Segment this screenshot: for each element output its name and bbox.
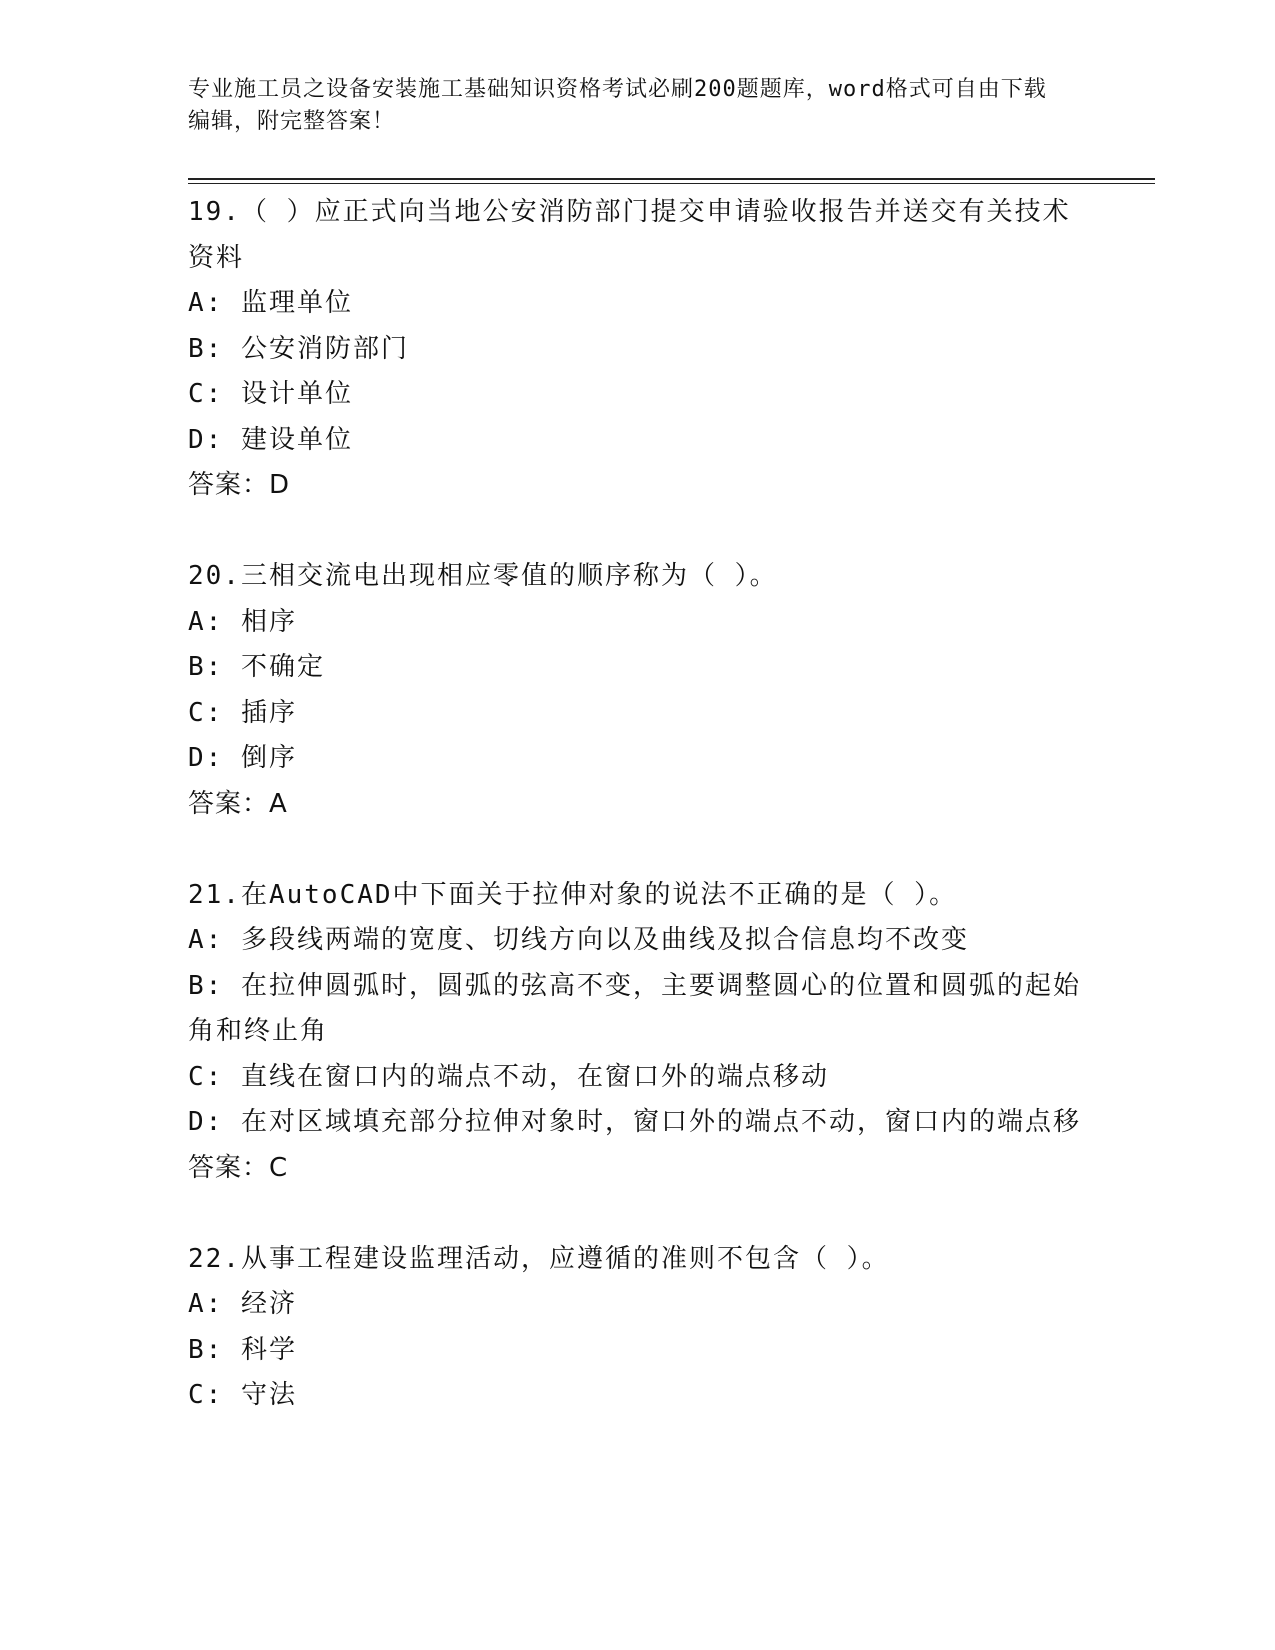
option-b: B: 不确定: [188, 652, 325, 682]
option-d: D: 倒序: [188, 743, 297, 773]
option-c: C: 设计单位: [188, 379, 353, 409]
document-header: 专业施工员之设备安装施工基础知识资格考试必刷200题题库，word格式可自由下载编辑，附完整答案！: [188, 77, 1047, 134]
question-stem: 21.在AutoCAD中下面关于拉伸对象的说法不正确的是（ ）。: [188, 879, 958, 910]
header-divider-thin: [188, 183, 1155, 184]
answer-text: 答案：D: [188, 470, 291, 500]
option-c: C: 插序: [188, 697, 297, 728]
option-d: D: 在对区域填充部分拉伸对象时，窗口外的端点不动，窗口内的端点移: [188, 1107, 1081, 1137]
question-22: [188, 1237, 1088, 1419]
option-d: D: 建设单位: [188, 424, 353, 455]
question-stem: 19.（ ）应正式向当地公安消防部门提交申请验收报告并送交有关技术资料: [188, 197, 1071, 273]
option-b: B: 在拉伸圆弧时，圆弧的弦高不变，主要调整圆心的位置和圆弧的起始角和终止角: [188, 970, 1081, 1046]
question-19: [188, 190, 1088, 509]
answer-text: 答案：C: [188, 1152, 289, 1183]
question-stem: 22.从事工程建设监理活动，应遵循的准则不包含（ ）。: [188, 1243, 890, 1274]
option-a: A: 经济: [188, 1289, 297, 1319]
header-divider-thick: [188, 178, 1155, 180]
answer-text: 答案：A: [188, 788, 288, 819]
question-list: [188, 190, 1088, 1464]
question-21: [188, 873, 1088, 1192]
option-a: A: 相序: [188, 606, 297, 637]
question-stem: 20.三相交流电出现相应零值的顺序称为（ ）。: [188, 561, 778, 591]
option-b: B: 公安消防部门: [188, 333, 409, 364]
option-a: A: 监理单位: [188, 288, 353, 318]
option-a: A: 多段线两端的宽度、切线方向以及曲线及拟合信息均不改变: [188, 925, 969, 955]
option-c: C: 守法: [188, 1380, 297, 1410]
question-20: [188, 554, 1088, 827]
option-c: C: 直线在窗口内的端点不动，在窗口外的端点移动: [188, 1061, 829, 1092]
option-b: B: 科学: [188, 1334, 297, 1365]
